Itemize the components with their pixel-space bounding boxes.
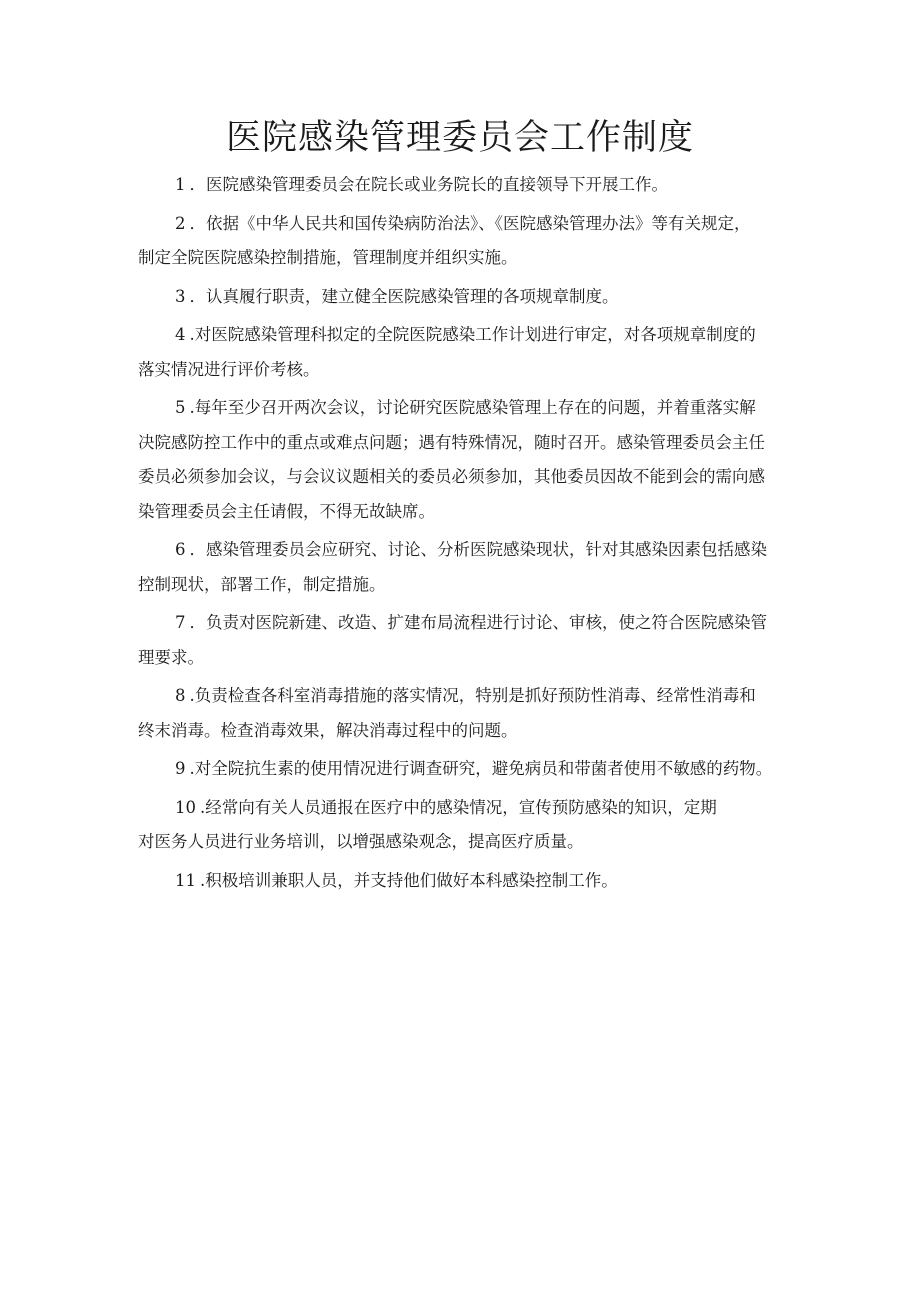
clause-number: 11 bbox=[175, 870, 196, 890]
clause-number: 9 bbox=[175, 759, 186, 778]
clause-text: ．依据《中华人民共和国传染病防治法》、《医院感染管理办法》等有关规定， bbox=[189, 213, 751, 233]
clause-text: .每年至少召开两次会议，讨论研究医院感染管理上存在的问题，并着重落实解 bbox=[189, 398, 756, 417]
clause-item bbox=[138, 168, 803, 203]
clause-first-line bbox=[138, 168, 803, 203]
clause-first-line bbox=[138, 606, 803, 641]
clause-line: 落实情况进行评价考核。 bbox=[138, 359, 320, 379]
clause-number: 7 bbox=[175, 613, 186, 632]
clause-item bbox=[138, 533, 803, 602]
clause-item bbox=[138, 679, 803, 748]
clause-text: ．负责对医院新建、改造、扩建布局流程进行讨论、审核，使之符合医院感染管 bbox=[189, 613, 767, 632]
clause-text: .负责检查各科室消毒措施的落实情况，特别是抓好预防性消毒、经常性消毒和 bbox=[189, 686, 756, 705]
clause-line: 终末消毒。检查消毒效果，解决消毒过程中的问题。 bbox=[138, 720, 518, 740]
clause-text: ．认真履行职责，建立健全医院感染管理的各项规章制度。 bbox=[189, 286, 619, 306]
clause-line: 委员必须参加会议，与会议议题相关的委员必须参加，其他委员因故不能到会的需向感 bbox=[138, 467, 765, 486]
clause-item bbox=[138, 207, 803, 276]
clause-item bbox=[138, 791, 803, 860]
clause-text: .经常向有关人员通报在医疗中的感染情况，宣传预防感染的知识，定期 bbox=[200, 797, 717, 817]
clause-item bbox=[138, 391, 803, 529]
clause-text: ．医院感染管理委员会在院长或业务院长的直接领导下开展工作。 bbox=[189, 175, 668, 194]
document-title: 医院感染管理委员会工作制度 bbox=[225, 118, 694, 158]
clause-first-line bbox=[138, 679, 803, 714]
clause-first-line bbox=[138, 791, 803, 826]
clause-number: 3 bbox=[175, 286, 186, 306]
clause-number: 5 bbox=[175, 398, 186, 417]
clause-number: 1 bbox=[175, 175, 186, 194]
clause-item bbox=[138, 318, 803, 387]
clause-item bbox=[138, 752, 803, 787]
clause-first-line bbox=[138, 752, 803, 787]
clause-text: .对全院抗生素的使用情况进行调查研究，避免病员和带菌者使用不敏感的药物。 bbox=[189, 759, 773, 778]
clause-first-line bbox=[138, 318, 803, 353]
clause-line: 控制现状，部署工作，制定措施。 bbox=[138, 574, 386, 594]
clause-number: 2 bbox=[175, 213, 186, 233]
clause-first-line bbox=[138, 280, 803, 315]
clause-item bbox=[138, 864, 803, 899]
clause-line: 理要求。 bbox=[138, 647, 204, 667]
clause-line: 制定全院医院感染控制措施，管理制度并组织实施。 bbox=[138, 248, 518, 267]
clause-first-line bbox=[138, 533, 803, 568]
clause-line: 决院感防控工作中的重点或难点问题；遇有特殊情况，随时召开。感染管理委员会主任 bbox=[138, 432, 765, 452]
clause-list bbox=[138, 168, 803, 902]
clause-first-line bbox=[138, 207, 803, 242]
clause-item bbox=[138, 280, 803, 315]
clause-number: 4 bbox=[175, 325, 186, 344]
clause-number: 10 bbox=[175, 797, 196, 817]
clause-item bbox=[138, 606, 803, 675]
clause-line: 染管理委员会主任请假，不得无故缺席。 bbox=[138, 501, 435, 521]
clause-first-line bbox=[138, 391, 803, 426]
clause-number: 8 bbox=[175, 686, 186, 705]
clause-line: 对医务人员进行业务培训，以增强感染观念，提高医疗质量。 bbox=[138, 832, 584, 851]
clause-text: ．感染管理委员会应研究、讨论、分析医院感染现状，针对其感染因素包括感染 bbox=[189, 540, 767, 559]
clause-text: .积极培训兼职人员，并支持他们做好本科感染控制工作。 bbox=[200, 870, 618, 890]
clause-number: 6 bbox=[175, 540, 186, 559]
clause-text: .对医院感染管理科拟定的全院医院感染工作计划进行审定，对各项规章制度的 bbox=[189, 325, 756, 344]
clause-first-line bbox=[138, 864, 803, 899]
